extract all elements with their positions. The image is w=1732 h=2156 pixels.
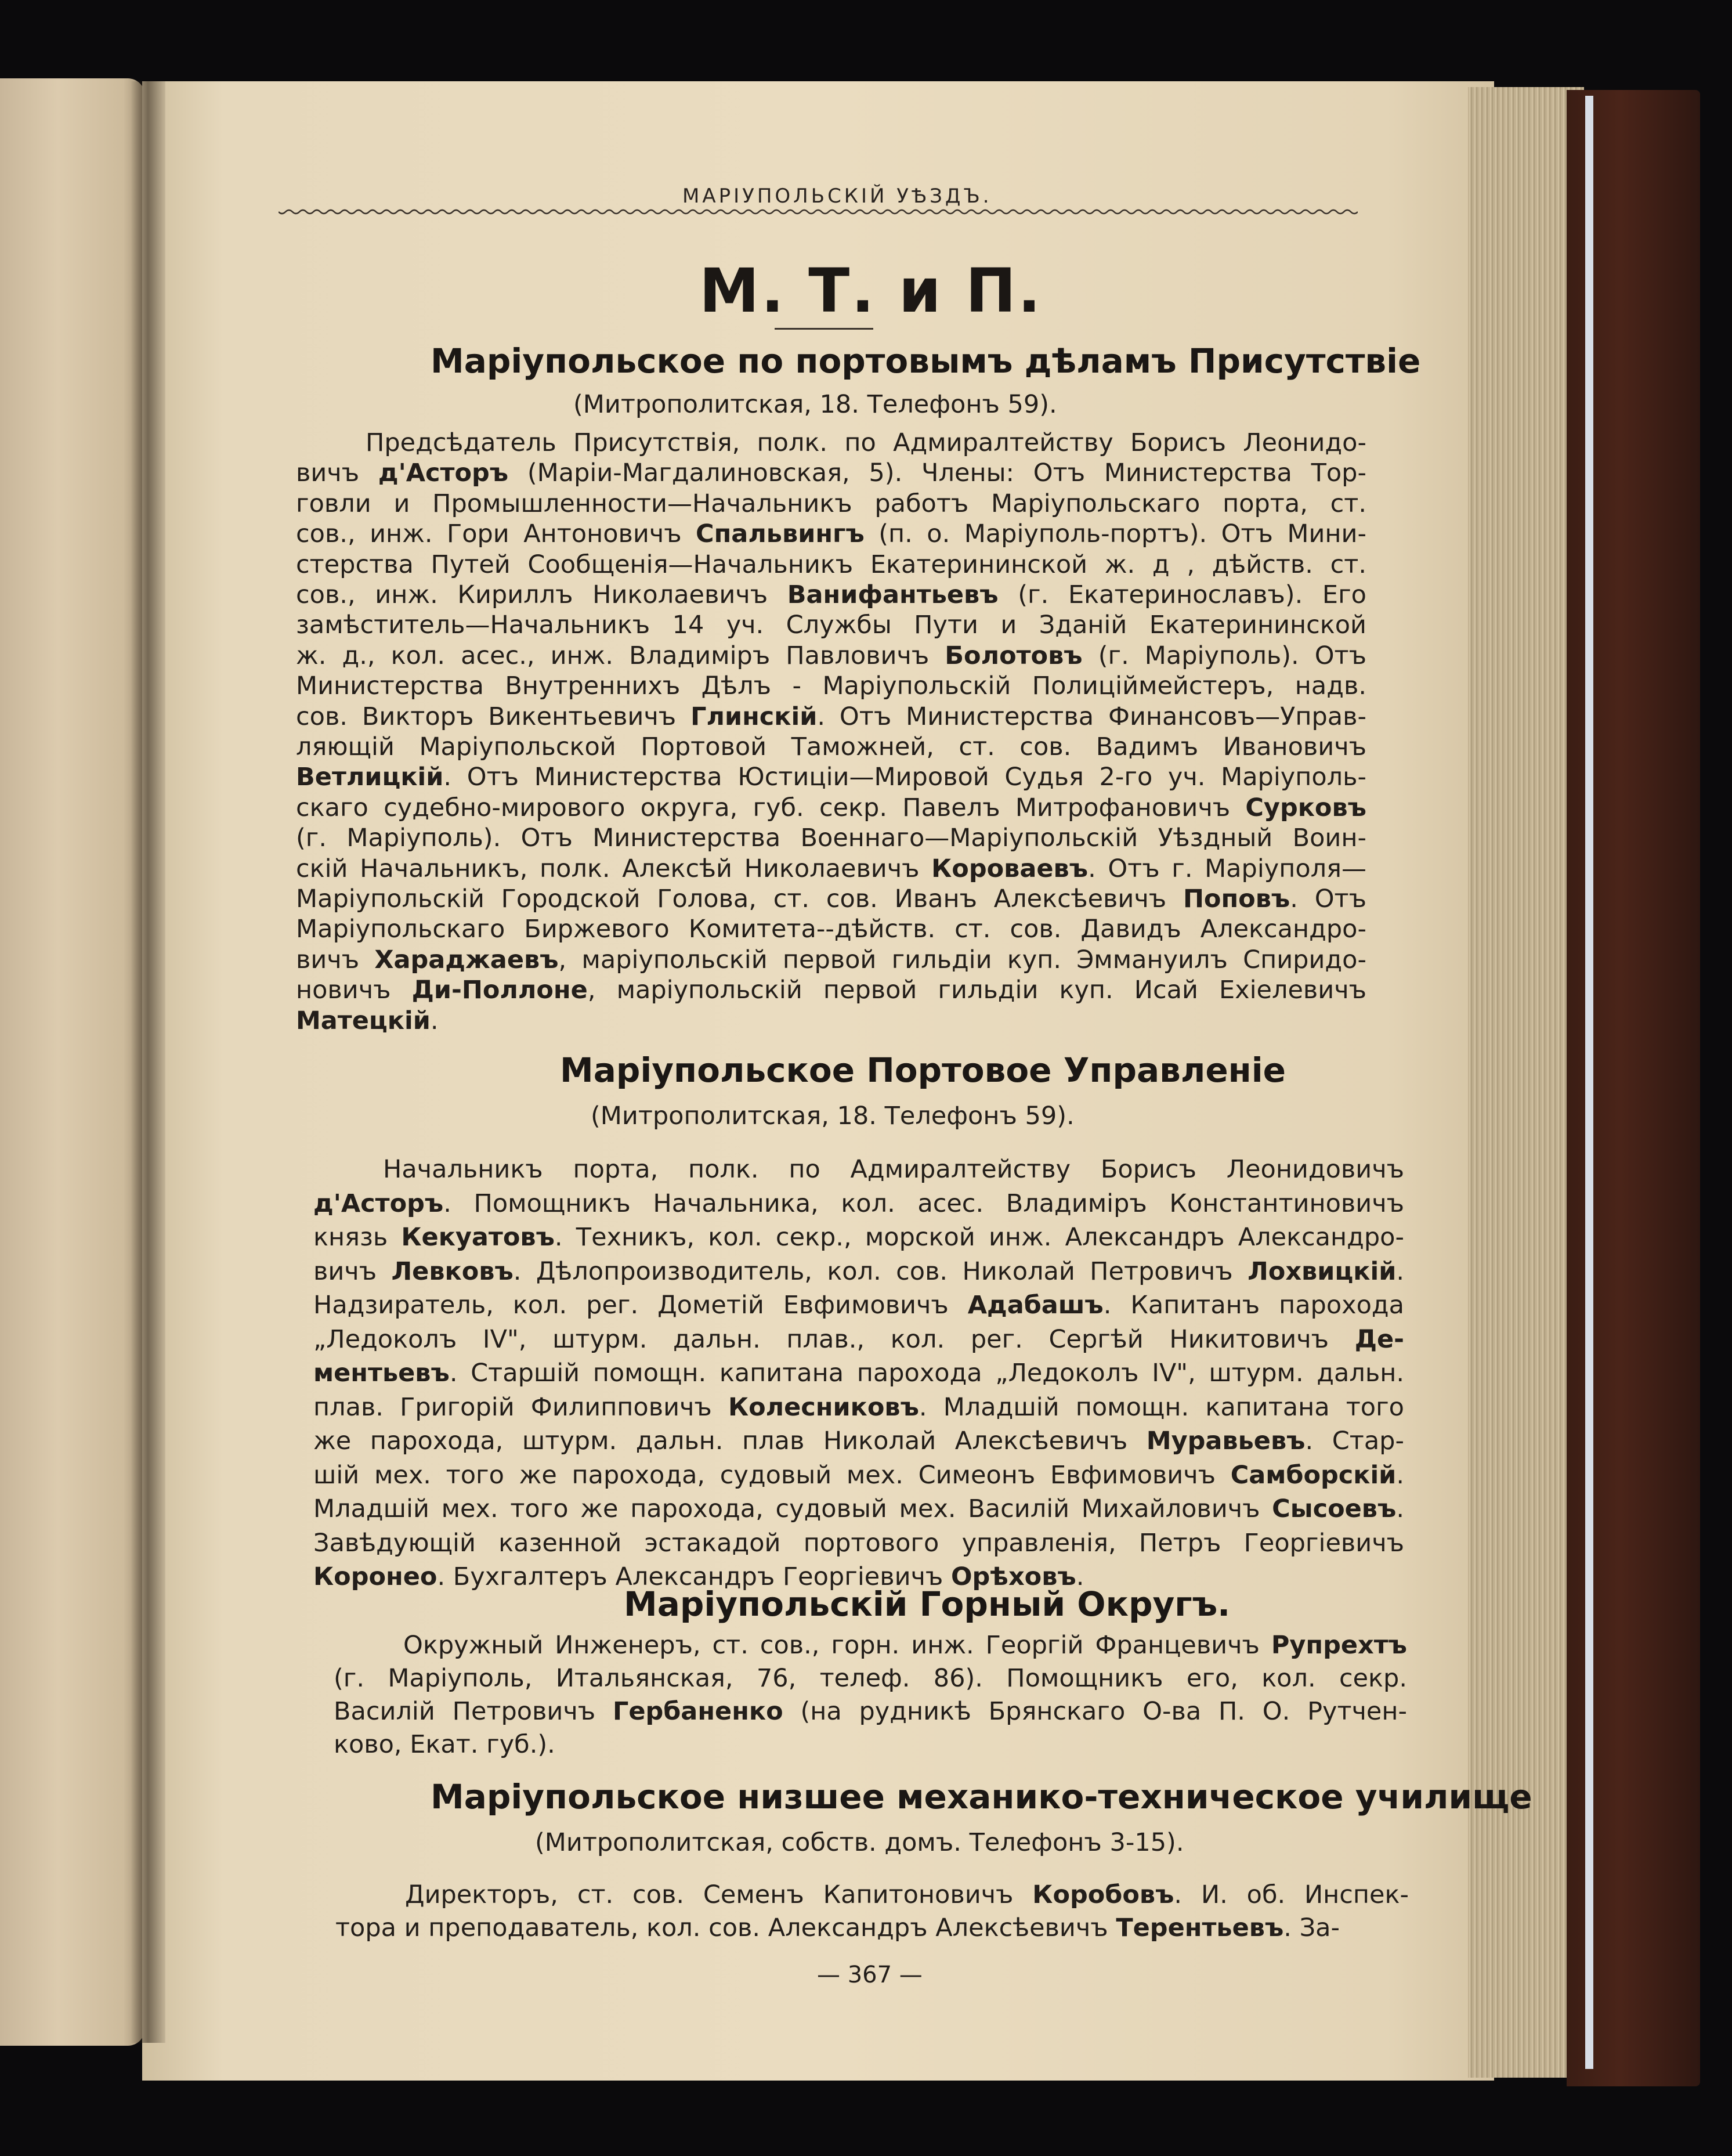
text-line: же парохода, штурм. дальн. плав Николай Алексѣевичъ Муравьевъ. Стар- [313,1427,1404,1456]
text-line: Окружный Инженеръ, ст. сов., горн. инж. Георгій Францевичъ Рупрехтъ [403,1631,1407,1660]
text-line: ляющій Маріупольской Портовой Таможней, ст. сов. Вадимъ Ивановичъ [296,732,1366,761]
text-line: скій Начальникъ, полк. Алексѣй Николаевичъ Короваевъ. Отъ г. Маріуполя— [296,854,1366,883]
cover-edge [1585,96,1593,2069]
text-line: ково, Екат. губ.). [334,1730,555,1759]
text-line: Младшій мех. того же парохода, судовый мех. Василій Михайловичъ Сысоевъ. [313,1494,1404,1523]
text-line: вичъ д'Асторъ (Маріи-Магдалиновская, 5). Члены: Отъ Министерства Тор- [296,458,1366,488]
text-line: (г. Маріуполь, Итальянская, 76, телеф. 86). Помощникъ его, кол. секр. [334,1664,1407,1693]
heading-technical-school: Маріупольское низшее механико-техническое училище [431,1777,1532,1816]
spine-shadow [131,81,165,2043]
left-page [0,78,145,2046]
heading-port-administration: Маріупольское Портовое Управленіе [560,1050,1286,1090]
text-line: новичъ Ди-Поллоне, маріупольскій первой гильдіи куп. Исай Ехіелевичъ [296,976,1366,1005]
text-line: плав. Григорій Филипповичъ Колесниковъ. Младшій помощн. капитана того [313,1392,1404,1422]
wavy-rule [279,206,1358,218]
text-line: Коронео. Бухгалтеръ Александръ Георгіевичъ Орѣховъ. [313,1562,1084,1591]
text-line: Матецкій. [296,1006,439,1035]
title-rule [775,328,873,330]
text-line: скаго судебно-мирового округа, губ. секр. Павелъ Митрофановичъ Сурковъ [296,793,1366,822]
address-technical-school: (Митрополитская, собств. домъ. Телефонъ 3-15). [535,1828,1184,1857]
text-line: ментьевъ. Старшій помощн. капитана парохода „Ледоколъ IV", штурм. дальн. [313,1359,1404,1388]
text-line: Директоръ, ст. сов. Семенъ Капитоновичъ Коробовъ. И. об. Инспек- [405,1880,1409,1909]
text-line: стерства Путей Сообщенія—Начальникъ Екатерининской ж. д , дѣйств. ст. [296,550,1366,579]
text-line: д'Асторъ. Помощникъ Начальника, кол. асес. Владиміръ Константиновичъ [313,1189,1404,1218]
text-line: Маріупольскаго Биржевого Комитета--дѣйств. ст. сов. Давидъ Александро- [296,915,1366,944]
text-line: Предсѣдатель Присутствія, полк. по Адмиралтейству Борисъ Леонидо- [366,428,1366,457]
text-line: Надзиратель, кол. рег. Дометій Евфимовичъ Адабашъ. Капитанъ парохода [313,1291,1404,1320]
text-line: (г. Маріуполь). Отъ Министерства Военнаго—Маріупольскій Уѣздный Воин- [296,824,1366,853]
page-number: — 367 — [817,1962,923,1988]
text-line: Завѣдующій казенной эстакадой портового управленія, Петръ Георгіевичъ [313,1528,1404,1558]
text-line: Маріупольскій Городской Голова, ст. сов. Иванъ Алексѣевичъ Поповъ. Отъ [296,884,1366,913]
section-title: М. Т. и П. [699,255,1043,326]
text-line: сов., инж. Гори Антоновичъ Спальвингъ (п. о. Маріуполь-портъ). Отъ Мини- [296,519,1366,549]
text-line: тора и преподаватель, кол. сов. Александръ Алексѣевичъ Терентьевъ. За- [335,1913,1340,1942]
text-line: вичъ Хараджаевъ, маріупольскій первой гильдіи куп. Эммануилъ Спиридо- [296,945,1366,974]
address-port-presence: (Митрополитская, 18. Телефонъ 59). [573,390,1057,419]
text-line: Министерства Внутреннихъ Дѣлъ - Маріупольскій Полиціймейстеръ, надв. [296,671,1366,701]
text-line: ж. д., кол. асес., инж. Владиміръ Павловичъ Болотовъ (г. Маріуполь). Отъ [296,641,1366,670]
text-line: „Ледоколъ IV", штурм. дальн. плав., кол. рег. Сергѣй Никитовичъ Де- [313,1324,1404,1354]
text-line: Василій Петровичъ Гербаненко (на рудникѣ Брянскаго О-ва П. О. Рутчен- [334,1697,1407,1726]
text-line: Ветлицкій. Отъ Министерства Юстиціи—Мировой Судья 2-го уч. Маріуполь- [296,763,1366,792]
running-head: МАРІУПОЛЬСКІЙ УѢЗДЪ. [682,185,992,208]
heading-port-presence: Маріупольское по портовымъ дѣламъ Присутствіе [431,341,1421,381]
text-line: шій мех. того же парохода, судовый мех. Симеонъ Евфимовичъ Самборскій. [313,1460,1404,1490]
heading-mining-district: Маріупольскій Горный Округъ. [624,1584,1231,1624]
text-line: замѣститель—Начальникъ 14 уч. Службы Пути и Зданій Екатерининской [296,611,1366,640]
text-line: говли и Промышленности—Начальникъ работъ Маріупольскаго порта, ст. [296,489,1366,518]
text-line: вичъ Левковъ. Дѣлопроизводитель, кол. сов. Николай Петровичъ Лохвицкій. [313,1256,1404,1286]
address-port-administration: (Митрополитская, 18. Телефонъ 59). [591,1102,1075,1131]
text-line: сов. Викторъ Викентьевичъ Глинскій. Отъ Министерства Финансовъ—Управ- [296,702,1366,731]
text-line: князь Кекуатовъ. Техникъ, кол. секр., морской инж. Александръ Александро- [313,1223,1404,1252]
text-line: сов., инж. Кириллъ Николаевичъ Ванифантьевъ (г. Екатеринославъ). Его [296,580,1366,609]
text-line: Начальникъ порта, полк. по Адмиралтейству Борисъ Леонидовичъ [383,1155,1404,1184]
